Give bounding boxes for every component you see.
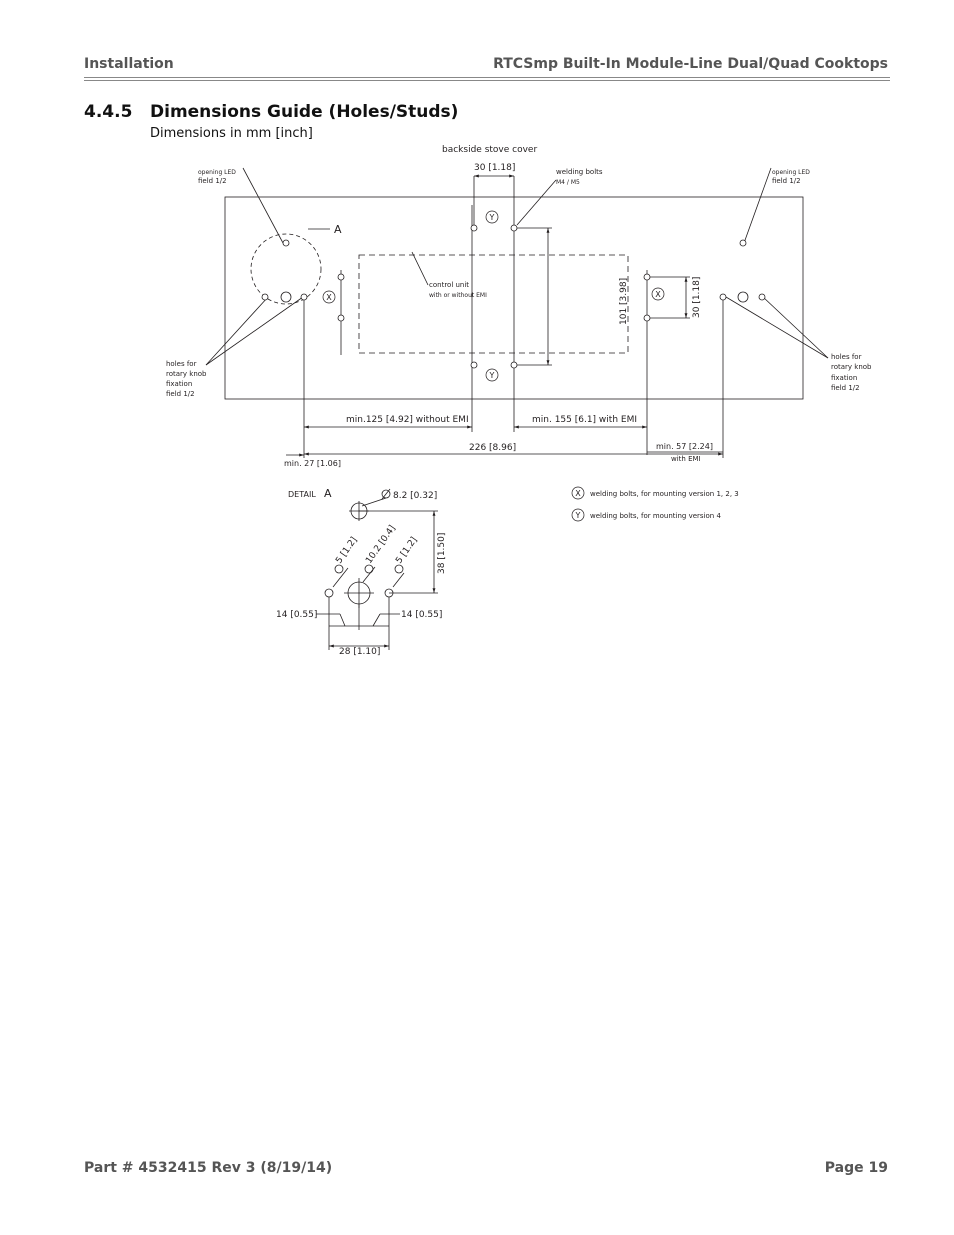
backside-label: backside stove cover	[442, 145, 538, 155]
marker-y-top: Y	[489, 213, 495, 222]
detail-marker-a: A	[334, 223, 342, 236]
holes-left-2: rotary knob	[166, 370, 207, 378]
dim-101: 101 [3.98]	[619, 277, 629, 325]
dim-min125: min.125 [4.92] without EMI	[346, 415, 469, 425]
dim-min57: min. 57 [2.24]	[656, 442, 713, 451]
marker-x-left: X	[326, 293, 332, 302]
holes-left-1: holes for	[166, 360, 197, 368]
welding-bolts-size: M4 / M5	[556, 179, 580, 186]
detail-d82: 8.2 [0.32]	[393, 491, 438, 501]
detail-d28: 28 [1.10]	[339, 647, 381, 657]
section-title: Dimensions Guide (Holes/Studs)	[150, 102, 459, 122]
holes-right-2: rotary knob	[831, 363, 872, 371]
welding-bolts-label: welding bolts	[556, 168, 603, 176]
legend-y-text: welding bolts, for mounting version 4	[590, 512, 721, 520]
detail-d38: 38 [1.50]	[437, 532, 447, 574]
dim-30-top: 30 [1.18]	[474, 163, 516, 173]
detail-label: DETAIL	[288, 490, 316, 499]
legend-x-text: welding bolts, for mounting version 1, 2, 3	[590, 490, 739, 498]
dim-min27: min. 27 [1.06]	[284, 459, 341, 468]
opening-led-right-1: opening LED	[772, 169, 810, 176]
opening-led-right-2: field 1/2	[772, 177, 801, 185]
detail-d14-right: 14 [0.55]	[401, 610, 443, 620]
dim-min155: min. 155 [6.1] with EMI	[532, 415, 637, 425]
detail-a-drawing	[316, 489, 438, 650]
dim-min57-sub: with EMI	[671, 455, 701, 463]
header-product-title: RTCSmp Built-In Module-Line Dual/Quad Cooktops	[493, 56, 888, 72]
holes-left-3: fixation	[166, 380, 193, 388]
footer-page-number: Page 19	[824, 1160, 888, 1176]
mounting-holes	[262, 225, 765, 368]
detail-d102: 10.2 [0.4]	[364, 523, 398, 566]
footer-part-number: Part # 4532415 Rev 3 (8/19/14)	[84, 1160, 333, 1176]
section-number: 4.4.5	[84, 102, 133, 122]
header-section-name: Installation	[84, 56, 174, 72]
control-unit-1: control unit	[429, 281, 470, 289]
control-unit-2: with or without EMI	[429, 292, 487, 299]
holes-right-3: fixation	[831, 374, 858, 382]
detail-d14-left: 14 [0.55]	[276, 610, 318, 620]
holes-left-4: field 1/2	[166, 390, 195, 398]
legend-y-marker: Y	[575, 511, 581, 520]
detail-d5b: 5 [1.2]	[394, 535, 420, 566]
marker-y-bottom: Y	[489, 371, 495, 380]
detail-d5a: 5 [1.2]	[334, 535, 360, 566]
marker-x-right: X	[655, 290, 661, 299]
detail-marker: A	[324, 487, 332, 500]
control-unit-outline	[359, 255, 628, 353]
opening-led-left-2: field 1/2	[198, 177, 227, 185]
opening-led-left-1: opening LED	[198, 169, 236, 176]
legend-x-marker: X	[575, 489, 581, 498]
dim-226: 226 [8.96]	[469, 443, 517, 453]
section-subtitle: Dimensions in mm [inch]	[150, 126, 313, 141]
dim-30-right: 30 [1.18]	[692, 276, 702, 318]
holes-right-1: holes for	[831, 353, 862, 361]
holes-right-4: field 1/2	[831, 384, 860, 392]
